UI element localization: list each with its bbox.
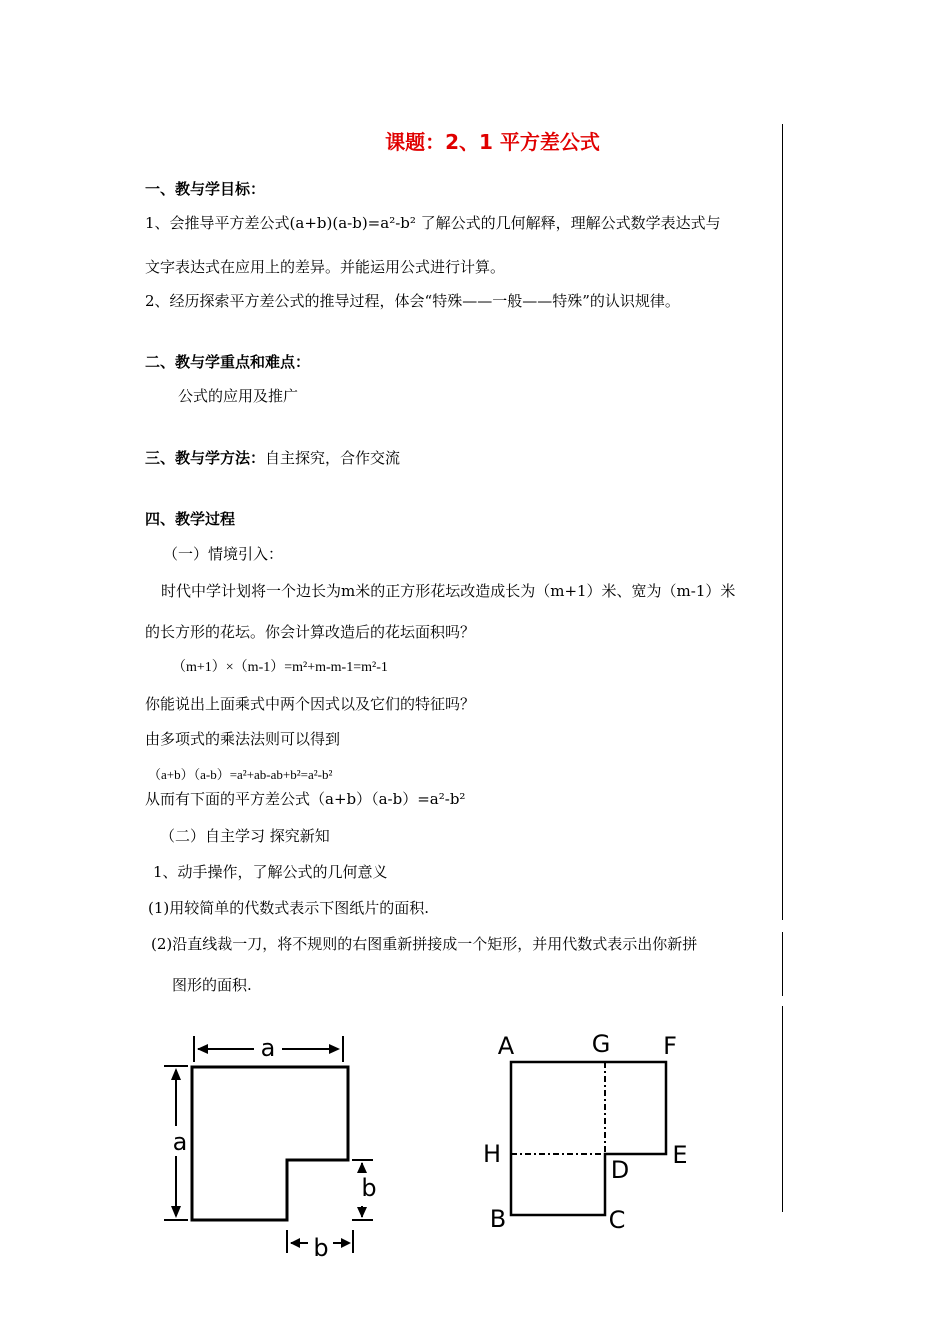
- intro-line2: 的长方形的花坛。你会计算改造后的花坛面积吗？: [145, 623, 476, 641]
- arrow-head-icon: [197, 1044, 208, 1054]
- section3: [145, 449, 400, 467]
- task-2-line1: (2)沿直线裁一刀，将不规则的右图重新拼接成一个矩形，并用代数式表示出你新拼: [151, 935, 698, 953]
- margin-line-middle: [782, 932, 783, 996]
- question-text: 你能说出上面乘式中两个因式以及它们的特征吗？: [145, 695, 476, 713]
- label-left-a: a: [172, 1128, 188, 1156]
- arrow-head-icon: [329, 1044, 340, 1054]
- label-top-a: a: [260, 1034, 276, 1062]
- margin-line-upper: [782, 124, 783, 920]
- vertex-E: E: [672, 1141, 688, 1169]
- vertex-F: F: [663, 1032, 677, 1060]
- vertex-G: G: [591, 1030, 611, 1058]
- vertex-C: C: [608, 1206, 626, 1234]
- label-right-b: b: [361, 1174, 377, 1202]
- vertex-B: B: [489, 1205, 507, 1233]
- vertex-D: D: [610, 1156, 630, 1184]
- section1-heading: 一、教与学目标：: [145, 180, 266, 198]
- page-title: 课题：2、1 平方差公式: [385, 130, 600, 154]
- arrow-head-icon: [341, 1238, 351, 1248]
- formula-ab: （a+b）（a-b）=a²+ab-ab+b²=a²-b²: [148, 767, 333, 782]
- objective-1-line2: 文字表达式在应用上的差异。并能运用公式进行计算。: [145, 258, 506, 276]
- conclusion-text: 从而有下面的平方差公式（a+b）（a-b）=a²-b²: [145, 790, 466, 808]
- section2-heading: 二、教与学重点和难点：: [145, 353, 311, 371]
- arrow-head-icon: [171, 1068, 181, 1080]
- vertex-A: A: [497, 1032, 515, 1060]
- arrow-head-icon: [357, 1162, 367, 1173]
- l-shape-outline: [192, 1067, 348, 1220]
- arrow-head-icon: [357, 1207, 367, 1218]
- intro-line1: 时代中学计划将一个边长为m米的正方形花坛改造成长为（m+1）米、宽为（m-1）米: [161, 582, 736, 600]
- section4-heading: 四、教学过程: [145, 510, 236, 528]
- section2-content: 公式的应用及推广: [178, 387, 299, 405]
- task-1: (1)用较简单的代数式表示下图纸片的面积.: [148, 899, 430, 917]
- section3-heading: 三、教与学方法：: [145, 449, 266, 467]
- margin-line-lower: [782, 1006, 783, 1212]
- subsection-intro: （一）情境引入：: [163, 545, 284, 563]
- rule-text: 由多项式的乘法法则可以得到: [145, 730, 341, 748]
- step-1: 1、动手操作，了解公式的几何意义: [153, 863, 388, 881]
- objective-2: 2、经历探索平方差公式的推导过程，体会“特殊——一般——特殊”的认识规律。: [145, 292, 680, 310]
- figure-l-shape: [150, 1025, 390, 1265]
- arrow-head-icon: [290, 1238, 300, 1248]
- objective-1-line1: 1、会推导平方差公式(a+b)(a-b)=a²-b² 了解公式的几何解释，理解公式数学表达式与: [145, 214, 721, 232]
- section3-content: 自主探究，合作交流: [265, 449, 401, 467]
- arrow-head-icon: [171, 1206, 181, 1218]
- formula-m: （m+1）×（m-1）=m²+m-m-1=m²-1: [172, 660, 388, 675]
- subsection-explore: （二）自主学习 探究新知: [160, 827, 330, 845]
- vertex-H: H: [482, 1140, 502, 1168]
- task-2-line2: 图形的面积.: [172, 976, 252, 994]
- shape-outline: [511, 1062, 666, 1215]
- figure-abcdefgh: [475, 1025, 705, 1240]
- label-bottom-b: b: [313, 1234, 329, 1262]
